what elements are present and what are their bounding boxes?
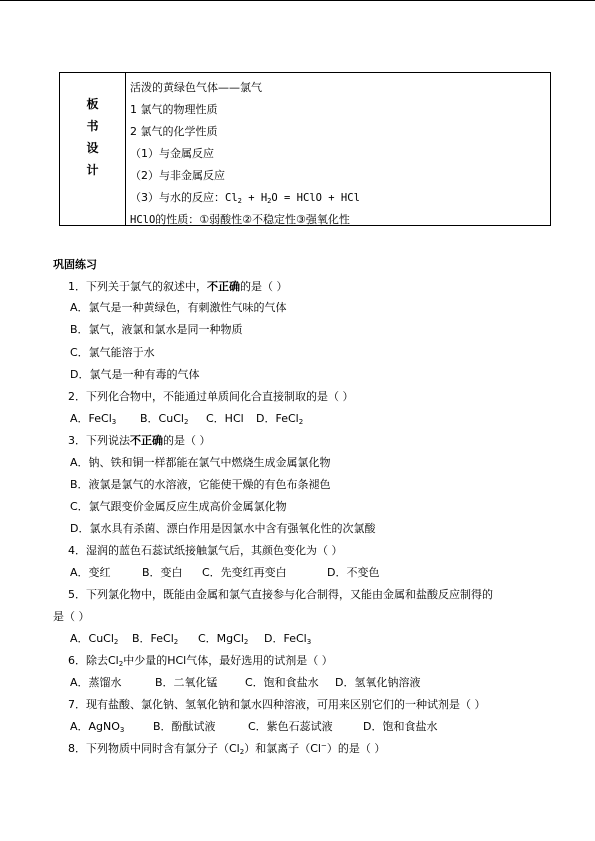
q5-d-text: D．FeCl	[264, 632, 307, 645]
q7-option-d: D．饱和食盐水	[363, 720, 438, 733]
q8-sup: −	[320, 741, 327, 750]
q2-d-text: D．FeCl	[256, 412, 299, 425]
q2-a-text: A．FeCl	[70, 412, 112, 425]
q5-option-c	[198, 630, 264, 646]
q5-a-text: A．CuCl	[70, 632, 114, 645]
board-item-1: 1 氯气的物理性质	[130, 103, 218, 116]
q2-a-sub: 3	[111, 418, 117, 426]
q4-option-b: B．变白	[142, 566, 183, 579]
question-7: 7．现有盐酸、氯化钠、氢氧化钠和氯水四种溶液，可用来区别它们的一种试剂是（ ）	[68, 698, 486, 711]
eq-cl-sub: 2	[237, 197, 242, 205]
hclo-props-text: 的性质：①弱酸性②不稳定性③强氧化性	[155, 213, 350, 226]
question-5-line-2: 是（ ）	[53, 610, 90, 623]
side-char-4: 计	[86, 163, 99, 177]
side-char-3: 设	[86, 141, 99, 155]
side-char-1: 板	[86, 97, 99, 111]
eq-h-sub: 2	[267, 197, 272, 205]
q5-a-sub: 2	[113, 638, 119, 646]
q6-sub: 2	[118, 660, 124, 668]
q5-b-sub: 2	[173, 638, 179, 646]
q5-c-text: C．MgCl	[198, 632, 244, 645]
exercise-title: 巩固练习	[53, 258, 97, 271]
q1-option-c: C．氯气能溶于水	[70, 346, 155, 359]
q7-option-c: C．紫色石蕊试液	[248, 720, 333, 733]
q7-a-sub: 3	[119, 726, 125, 734]
q2-b-sub: 2	[183, 418, 189, 426]
q2-b-text: B．CuCl	[140, 412, 184, 425]
board-design-label	[60, 93, 125, 181]
q7-options	[70, 718, 437, 734]
q1-post: 的是（ ）	[240, 280, 288, 293]
q2-option-b	[140, 410, 206, 426]
board-sub-3	[130, 189, 360, 205]
board-design-table	[59, 72, 551, 226]
q2-option-c: C．HCl	[206, 412, 244, 425]
eq-plus: + H	[241, 192, 268, 204]
q1-option-d: D．氯气是一种有毒的气体	[70, 368, 200, 381]
hclo-label: HClO	[130, 214, 156, 226]
q3-option-d: D．氯水具有杀菌、漂白作用是因氯水中含有强氧化性的次氯酸	[70, 522, 376, 535]
q1-option-a: A．氯气是一种黄绿色，有刺激性气味的气体	[70, 301, 287, 314]
question-6	[68, 652, 333, 668]
q8-sub: 2	[239, 748, 245, 756]
board-title: 活泼的黄绿色气体——氯气	[130, 81, 262, 94]
sub3-prefix: （3）与水的反应：	[130, 191, 225, 204]
q2-d-sub: 2	[298, 418, 304, 426]
question-2: 2．下列化合物中，不能通过单质间化合直接制取的是（ ）	[68, 390, 354, 403]
side-char-2: 书	[86, 119, 99, 133]
q5-d-sub: 3	[306, 638, 312, 646]
question-5-line-1: 5．下列氯化物中，既能由金属和氯气直接参与化合制得，又能由金属和盐酸反应制得的	[68, 588, 493, 601]
question-4: 4．湿润的蓝色石蕊试纸接触氯气后，其颜色变化为（ ）	[68, 544, 343, 557]
q2-option-a	[70, 410, 140, 426]
q1-bold: 不正确	[207, 280, 240, 293]
board-item-2: 2 氯气的化学性质	[130, 125, 218, 138]
q4-option-c: C．先变红再变白	[202, 566, 287, 579]
board-sub-2: （2）与非金属反应	[130, 169, 225, 182]
q1-option-b: B．氯气，液氯和氯水是同一种物质	[70, 323, 243, 336]
q6-post: 中少量的HCl气体，最好选用的试剂是（ ）	[123, 654, 333, 667]
page-top-rule	[0, 0, 595, 1]
q6-option-c: C．饱和食盐水	[245, 676, 319, 689]
q5-option-a	[70, 630, 132, 646]
question-1	[68, 278, 288, 294]
board-sub-1: （1）与金属反应	[130, 147, 214, 160]
q3-bold: 不正确	[130, 434, 163, 447]
q3-pre: 3．下列说法	[68, 434, 130, 447]
table-divider	[125, 73, 126, 225]
q4-option-a: A．变红	[70, 566, 111, 579]
q8-pre: 8．下列物质中同时含有氯分子（Cl	[68, 742, 240, 755]
q7-option-a	[70, 718, 153, 734]
q8-mid: ）和氯离子（Cl	[244, 742, 321, 755]
q1-pre: 1．下列关于氯气的叙述中，	[68, 280, 207, 293]
q3-option-b: B．液氯是氯气的水溶液，它能使干燥的有色布条褪色	[70, 478, 331, 491]
question-8	[68, 740, 385, 756]
q3-option-a: A．钠、铁和铜一样都能在氯气中燃烧生成金属氯化物	[70, 456, 331, 469]
q5-options	[70, 630, 311, 646]
q3-option-c: C．氯气跟变价金属反应生成高价金属氯化物	[70, 500, 287, 513]
q2-option-d	[256, 410, 303, 426]
q6-option-d: D．氢氧化钠溶液	[335, 676, 421, 689]
board-hclo-props	[130, 211, 350, 227]
water-equation	[225, 192, 360, 204]
q5-option-b	[132, 630, 198, 646]
q2-options	[70, 410, 303, 426]
q5-c-sub: 2	[243, 638, 249, 646]
q6-pre: 6．除去Cl	[68, 654, 119, 667]
q6-option-a: A．蒸馏水	[70, 676, 122, 689]
q5-option-d	[264, 630, 311, 646]
q6-option-b: B．二氧化锰	[155, 676, 218, 689]
q3-post: 的是（ ）	[163, 434, 211, 447]
q4-option-d: D．不变色	[327, 566, 380, 579]
q7-a-text: A．AgNO	[70, 720, 120, 733]
q4-options	[70, 564, 379, 580]
q7-option-b: B．酚酞试液	[153, 720, 216, 733]
question-3	[68, 432, 211, 448]
eq-cl: Cl	[225, 192, 238, 204]
eq-rest: O = HClO + HCl	[271, 192, 360, 204]
q5-b-text: B．FeCl	[132, 632, 174, 645]
q8-post: ）的是（ ）	[326, 742, 386, 755]
q6-options	[70, 674, 420, 690]
